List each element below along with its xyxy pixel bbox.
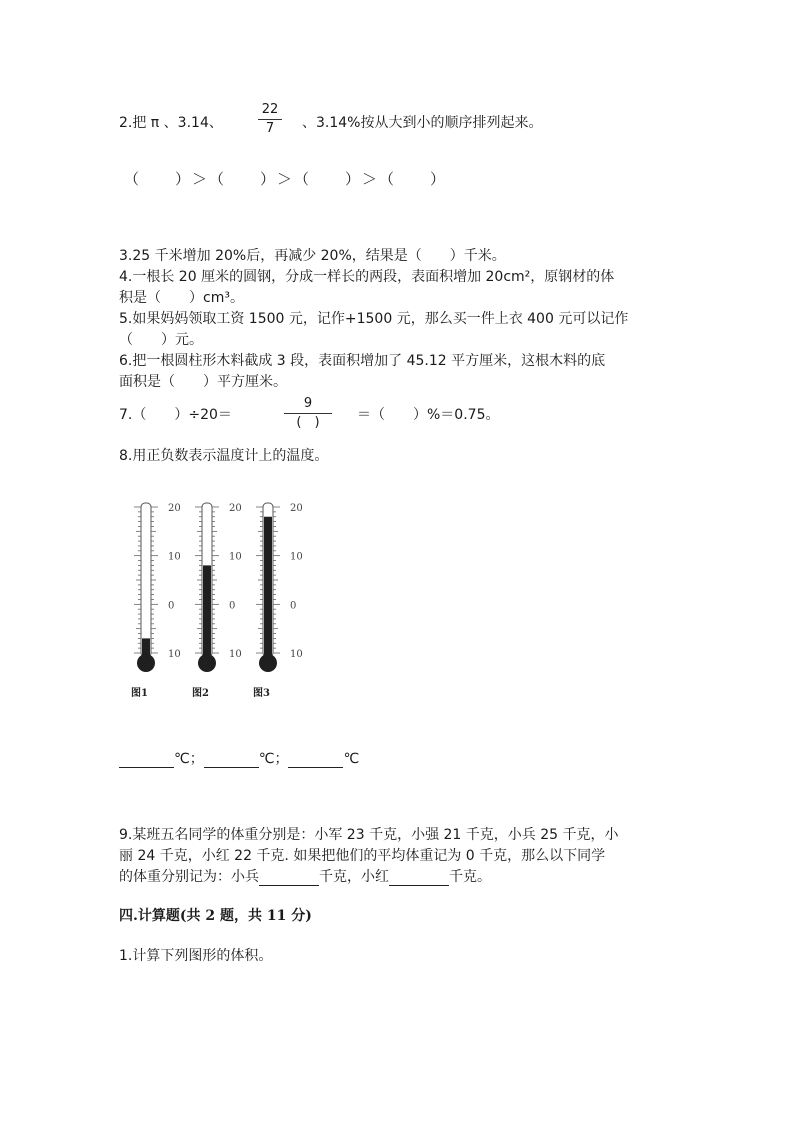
tick-label: 10 — [168, 649, 181, 660]
answer-blank-1[interactable] — [119, 751, 174, 768]
unit-label: ℃； — [174, 751, 204, 767]
section-heading: 四.计算题(共 2 题，共 11 分) — [119, 908, 312, 924]
thermometer-tube — [141, 503, 151, 657]
unit-label: ℃ — [343, 751, 360, 767]
q3-text: 3.25 千米增加 20%后，再减少 20%，结果是（ ）千米。 — [119, 248, 506, 264]
q9-line3 — [119, 866, 491, 886]
q9-line3-a: 的体重分别记为：小兵 — [119, 869, 259, 885]
tick-label: 0 — [229, 600, 236, 612]
q7-prefix: 7.（ ）÷20＝ — [119, 407, 232, 423]
tick-label: 10 — [229, 551, 242, 563]
q7-suffix: ＝（ ）%＝0.75。 — [357, 407, 500, 423]
calc1-text: 1.计算下列图形的体积。 — [119, 948, 273, 964]
tick-label: 0 — [168, 600, 175, 612]
thermometer-caption: 图1 — [131, 688, 148, 699]
thermometer-bulb — [198, 654, 216, 672]
q4-line2: 积是（ ）cm³。 — [119, 290, 244, 306]
tick-label: 10 — [168, 551, 181, 563]
q2-order-row: （ ）＞（ ）＞（ ）＞（ ） — [124, 170, 448, 188]
q6-line1: 6.把一根圆柱形木料截成 3 段，表面积增加了 45.12 平方厘米，这根木料的底 — [119, 353, 606, 369]
thermometers-figure — [118, 495, 338, 715]
answer-blank-xiaohong[interactable] — [389, 869, 449, 886]
answer-blank-3[interactable] — [288, 751, 343, 768]
tick-label: 20 — [229, 503, 242, 514]
thermometer-liquid — [264, 517, 272, 657]
answer-blank-2[interactable] — [204, 751, 259, 768]
q2-prefix: 2.把 π 、3.14、 — [119, 115, 223, 131]
q9-line1: 9.某班五名同学的体重分别是：小军 23 千克，小强 21 千克，小兵 25 千克，小 — [119, 827, 619, 843]
q8-answer-row — [119, 748, 359, 768]
q2-frac-denominator: 7 — [265, 121, 275, 136]
thermometer-caption: 图2 — [192, 688, 209, 699]
q5-line1: 5.如果妈妈领取工资 1500 元，记作+1500 元，那么买一件上衣 400 元可以记作 — [119, 311, 629, 327]
thermometer-caption: 图3 — [253, 688, 270, 699]
tick-label: 20 — [168, 503, 181, 514]
q2-fraction — [258, 102, 282, 137]
thermometer-bulb — [137, 654, 155, 672]
q2-suffix: 、3.14%按从大到小的顺序排列起来。 — [302, 115, 543, 131]
unit-label: ℃； — [258, 751, 289, 767]
q2-frac-numerator: 22 — [261, 102, 279, 117]
tick-label: 10 — [229, 649, 242, 660]
q7-frac-denominator: ( ) — [296, 415, 320, 430]
q7-frac-numerator: 9 — [303, 396, 313, 411]
q7-fraction — [284, 396, 332, 431]
fraction-bar — [258, 119, 282, 120]
thermometer-liquid — [203, 565, 211, 657]
tick-label: 0 — [290, 600, 297, 612]
tick-label: 20 — [290, 503, 303, 514]
q9-line2: 丽 24 千克，小红 22 千克. 如果把他们的平均体重记为 0 千克，那么以下同学 — [119, 848, 606, 864]
tick-label: 10 — [290, 551, 303, 563]
q4-line1: 4.一根长 20 厘米的圆钢，分成一样长的两段，表面积增加 20cm²，原钢材的体 — [119, 269, 615, 285]
answer-blank-xiaobing[interactable] — [259, 869, 319, 886]
q6-line2: 面积是（ ）平方厘米。 — [119, 374, 287, 390]
thermometer-bulb — [259, 654, 277, 672]
q8-text: 8.用正负数表示温度计上的温度。 — [119, 448, 329, 464]
q9-line3-c: 千克。 — [449, 869, 491, 885]
q9-line3-b: 千克，小红 — [319, 869, 389, 885]
fraction-bar — [284, 413, 332, 414]
q5-line2: （ ）元。 — [119, 332, 203, 348]
tick-label: 10 — [290, 649, 303, 660]
